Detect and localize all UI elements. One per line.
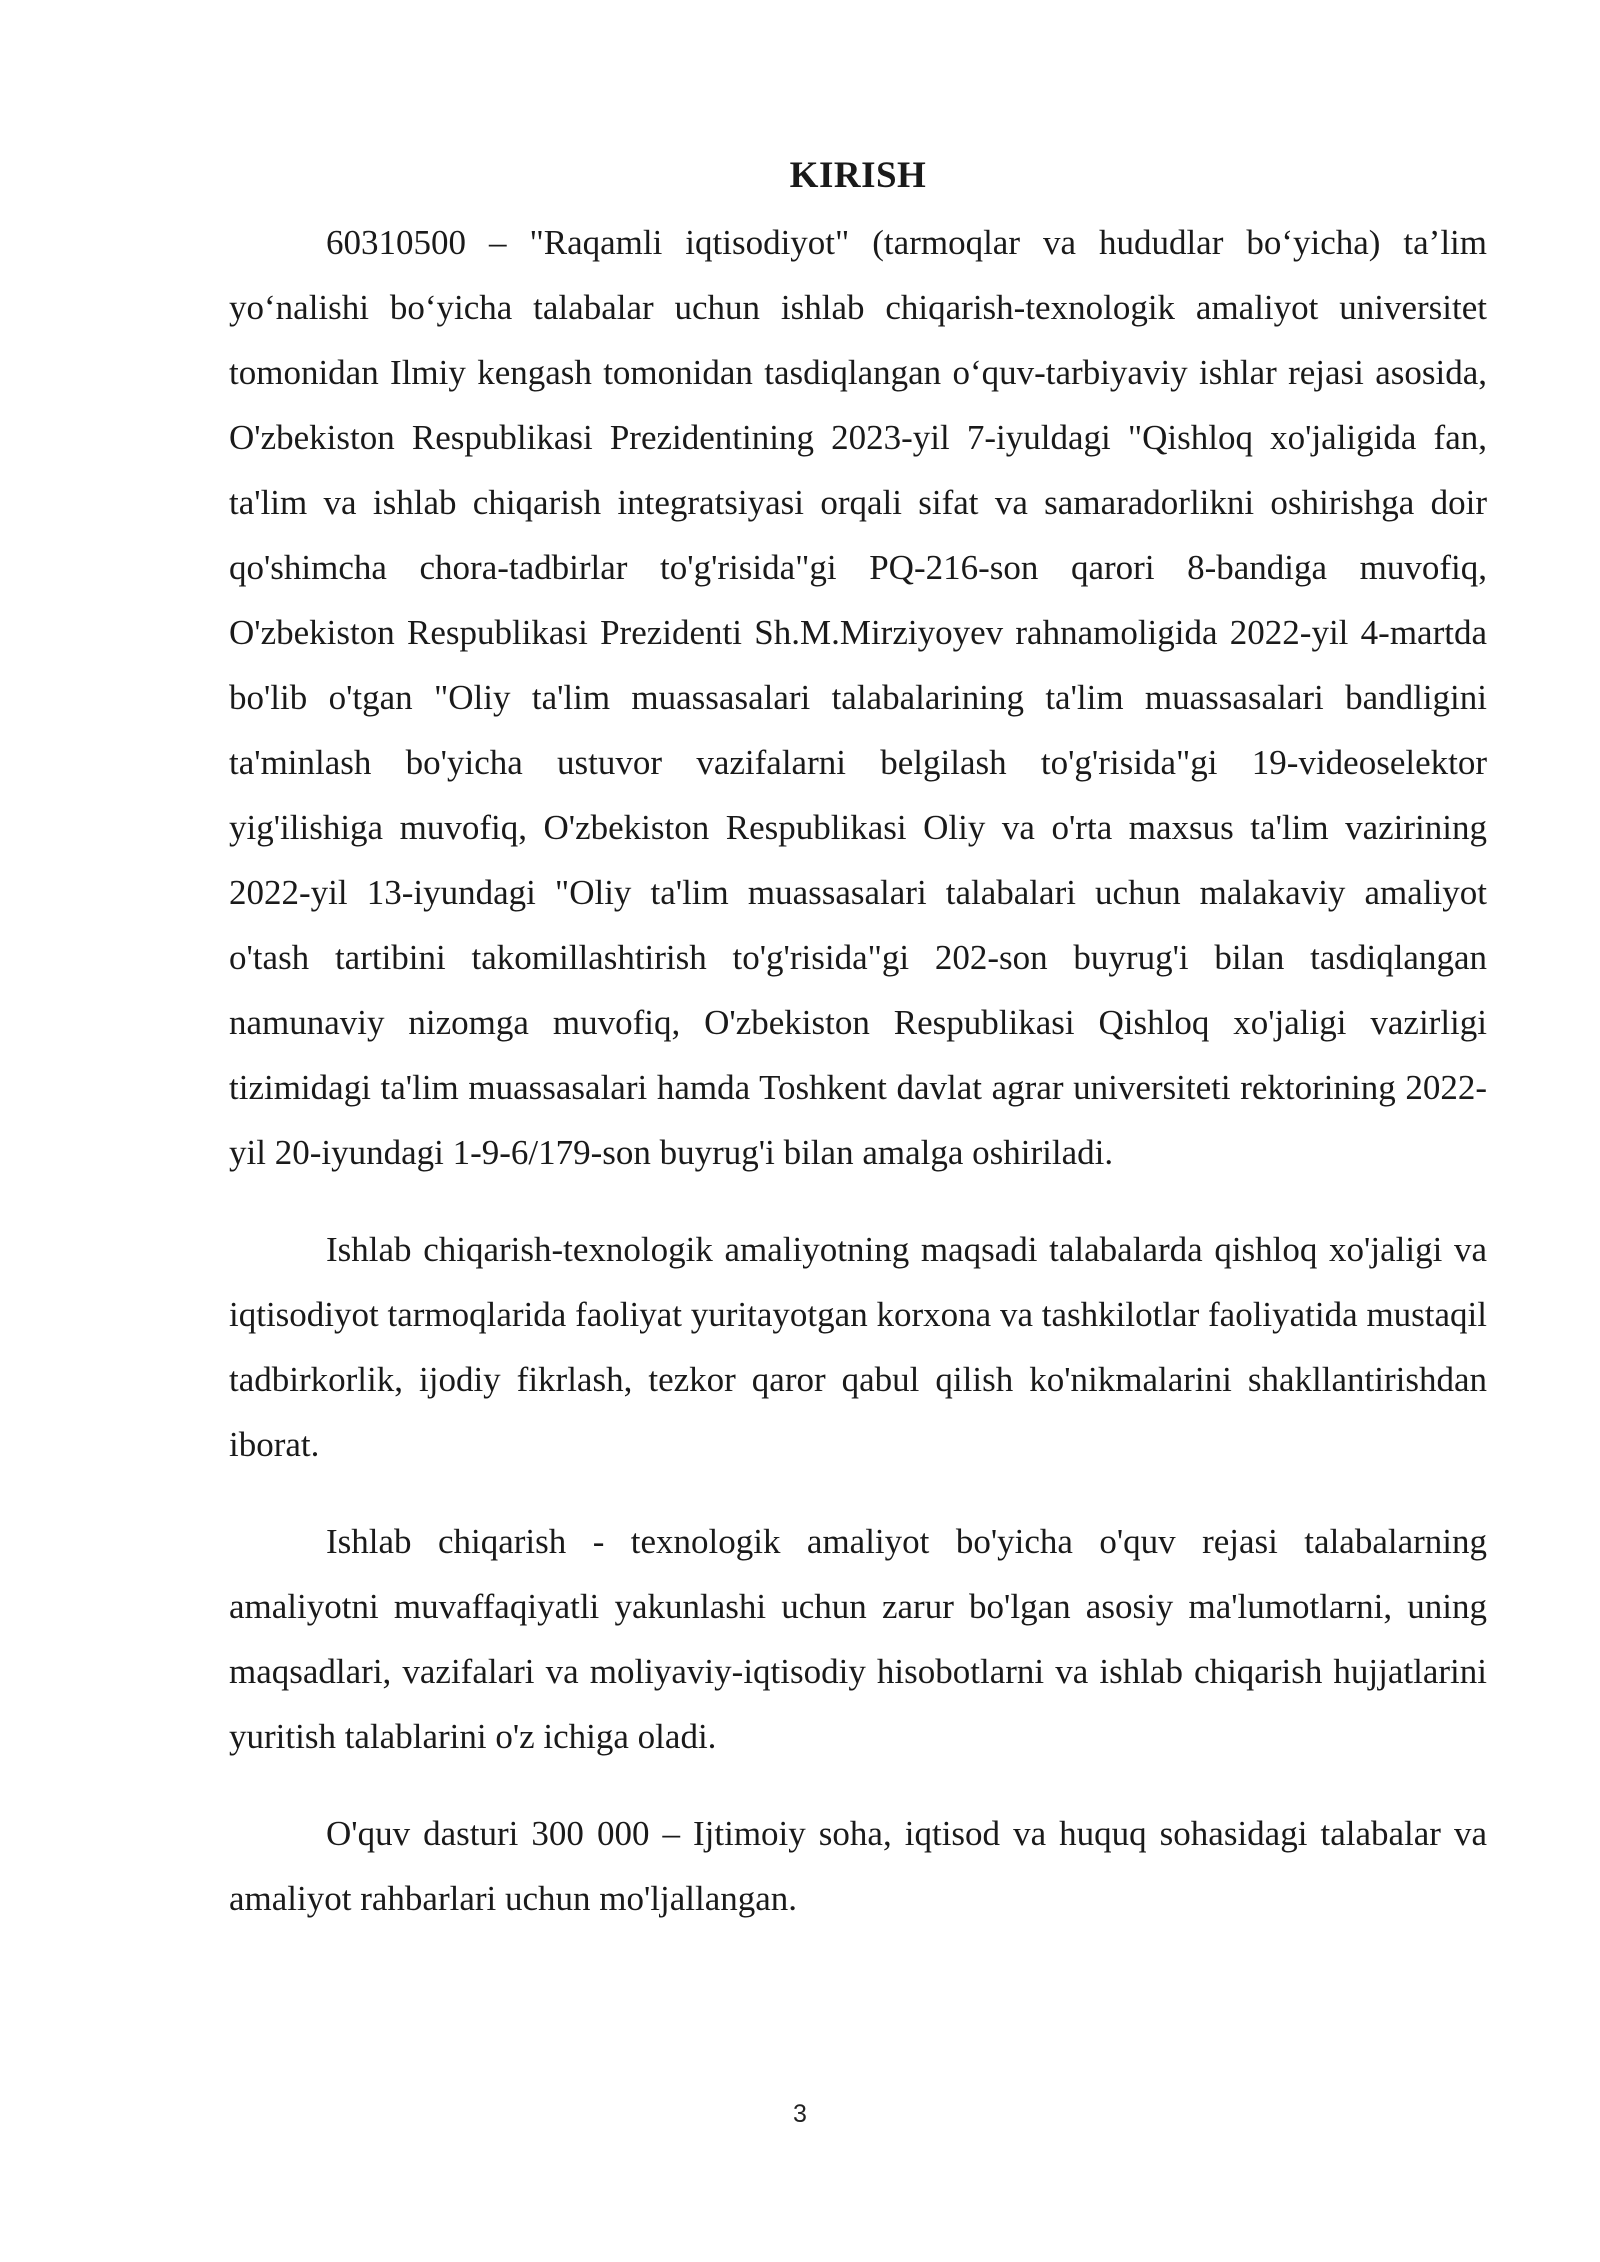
- page-content: [229, 150, 1487, 1931]
- paragraph-audience: O'quv dasturi 300 000 – Ijtimoiy soha, iqtisod va huquq sohasidagi talabalar va amaliyot rahbarlari uchun mo'ljallangan.: [229, 1814, 1487, 1918]
- section-heading: KIRISH: [789, 155, 927, 196]
- paragraph-purpose: Ishlab chiqarish-texnologik amaliyotning maqsadi talabalarda qishloq xo'jaligi va iqtisodiyot tarmoqlarida faoliyat yuritayotgan korxona va tashkilotlar faoliyatida mustaqil tadbirkorlik, ijodiy fikrlash, tezkor qaror qabul qilish ko'nikmalarini shakllantirishdan iborat.: [229, 1230, 1487, 1464]
- paragraph-curriculum: Ishlab chiqarish - texnologik amaliyot bo'yicha o'quv rejasi talabalarning amaliyotni muvaffaqiyatli yakunlashi uchun zarur bo'lgan asosiy ma'lumotlarni, uning maqsadlari, vazifalari va moliyaviy-iqtisodiy hisobotlarni va ishlab chiqarish hujjatlarini yuritish talablarini o'z ichiga oladi.: [229, 1522, 1487, 1756]
- paragraph-intro: 60310500 – "Raqamli iqtisodiyot" (tarmoqlar va hududlar bo‘yicha) ta’lim yo‘nalishi bo‘yicha talabalar uchun ishlab chiqarish-texnologik amaliyot universitet tomonidan Ilmiy kengash tomonidan tasdiqlangan o‘quv-tarbiyaviy ishlar rejasi asosida, O'zbekiston Respublikasi Prezidentining 2023-yil 7-iyuldagi "Qishloq xo'jaligida fan, ta'lim va ishlab chiqarish integratsiyasi orqali sifat va samaradorlikni oshirishga doir qo'shimcha chora-tadbirlar to'g'risida"gi PQ-216-son qarori 8-bandiga muvofiq, O'zbekiston Respublikasi Prezidenti Sh.M.Mirziyoyev rahnamoligida 2022-yil 4-martda bo'lib o'tgan "Oliy ta'lim muassasalari talabalarining ta'lim muassasalari bandligini ta'minlash bo'yicha ustuvor vazifalarni belgilash to'g'risida"gi 19-videoselektor yig'ilishiga muvofiq, O'zbekiston Respublikasi Oliy va o'rta maxsus ta'lim vazirining 2022-yil 13-iyundagi "Oliy ta'lim muassasalari talabalari uchun malakaviy amaliyot o'tash tartibini takomillashtirish to'g'risida"gi 202-son buyrug'i bilan tasdiqlangan namunaviy nizomga muvofiq, O'zbekiston Respublikasi Qishloq xo'jaligi vazirligi tizimidagi ta'lim muassasalari hamda Toshkent davlat agrar universiteti rektorining 2022-yil 20-iyundagi 1-9-6/179-son buyrug'i bilan amalga oshiriladi.: [229, 223, 1487, 1172]
- page-number: 3: [793, 2100, 807, 2128]
